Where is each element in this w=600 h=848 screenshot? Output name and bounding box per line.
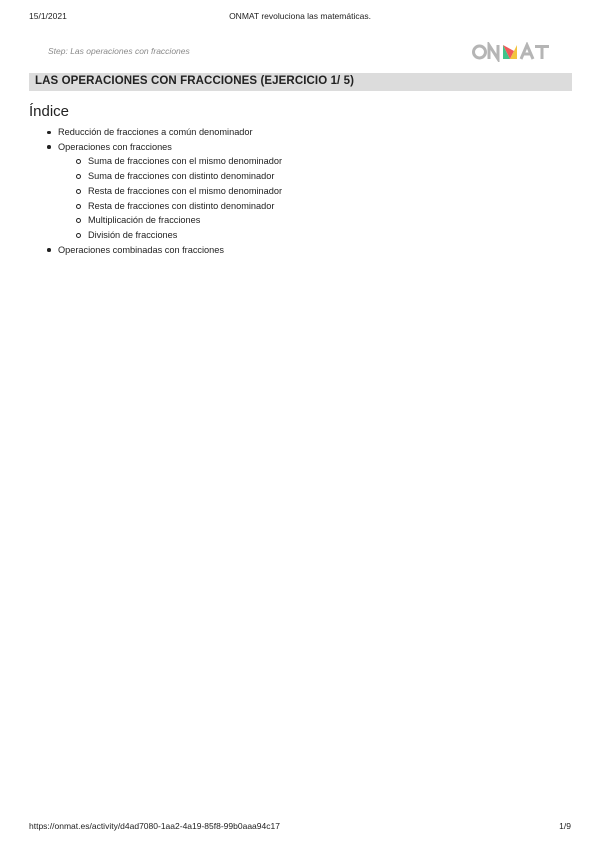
- index-subitem-label: Multiplicación de fracciones: [88, 215, 201, 226]
- index-item[interactable]: [29, 243, 282, 258]
- circle-bullet-icon: [76, 189, 81, 194]
- bullet-icon: [47, 145, 51, 149]
- index-subitem[interactable]: [58, 228, 282, 243]
- index-subitem[interactable]: [58, 199, 282, 214]
- step-label: Step: Las operaciones con fracciones: [48, 46, 190, 56]
- print-footer: [29, 821, 571, 833]
- index-subitem[interactable]: [58, 213, 282, 228]
- index-item-label: Operaciones con fracciones: [58, 141, 172, 152]
- index-item-label: Reducción de fracciones a común denominador: [58, 127, 253, 137]
- index-subitem-label: Resta de fracciones con distinto denominador: [88, 200, 275, 211]
- section-title-bar: [29, 73, 572, 91]
- index-item[interactable]: [29, 140, 282, 243]
- index-heading: Índice: [29, 103, 70, 120]
- circle-bullet-icon: [76, 218, 81, 223]
- index-list: [29, 125, 282, 257]
- circle-bullet-icon: [76, 204, 81, 209]
- index-item[interactable]: [29, 125, 282, 140]
- index-subitem[interactable]: [58, 184, 282, 199]
- index-subitem-label: Suma de fracciones con distinto denominador: [88, 171, 275, 182]
- index-subitem[interactable]: [58, 154, 282, 169]
- index-subitem[interactable]: [58, 169, 282, 184]
- index-subitem-label: Resta de fracciones con el mismo denominador: [88, 185, 283, 196]
- print-title: ONMAT revoluciona las matemáticas.: [229, 11, 371, 21]
- index-item-label: Operaciones combinadas con fracciones: [58, 244, 224, 255]
- index-sublist: [58, 154, 282, 242]
- index-subitem-label: División de fracciones: [88, 229, 178, 240]
- index-subitem-label: Suma de fracciones con el mismo denominador: [88, 156, 283, 167]
- page-number: 1/9: [559, 821, 571, 831]
- circle-bullet-icon: [76, 174, 81, 179]
- circle-bullet-icon: [76, 233, 81, 238]
- print-header: [29, 11, 571, 25]
- section-title: LAS OPERACIONES CON FRACCIONES (EJERCICIO 1/ 5): [35, 75, 355, 87]
- print-url: https://onmat.es/activity/d4ad7080-1aa2-4a19-85f8-99b0aaa94c17: [29, 821, 280, 831]
- onmat-logo: [472, 42, 550, 62]
- bullet-icon: [47, 131, 51, 135]
- circle-bullet-icon: [76, 159, 81, 164]
- print-date: 15/1/2021: [29, 11, 67, 21]
- bullet-icon: [47, 248, 51, 252]
